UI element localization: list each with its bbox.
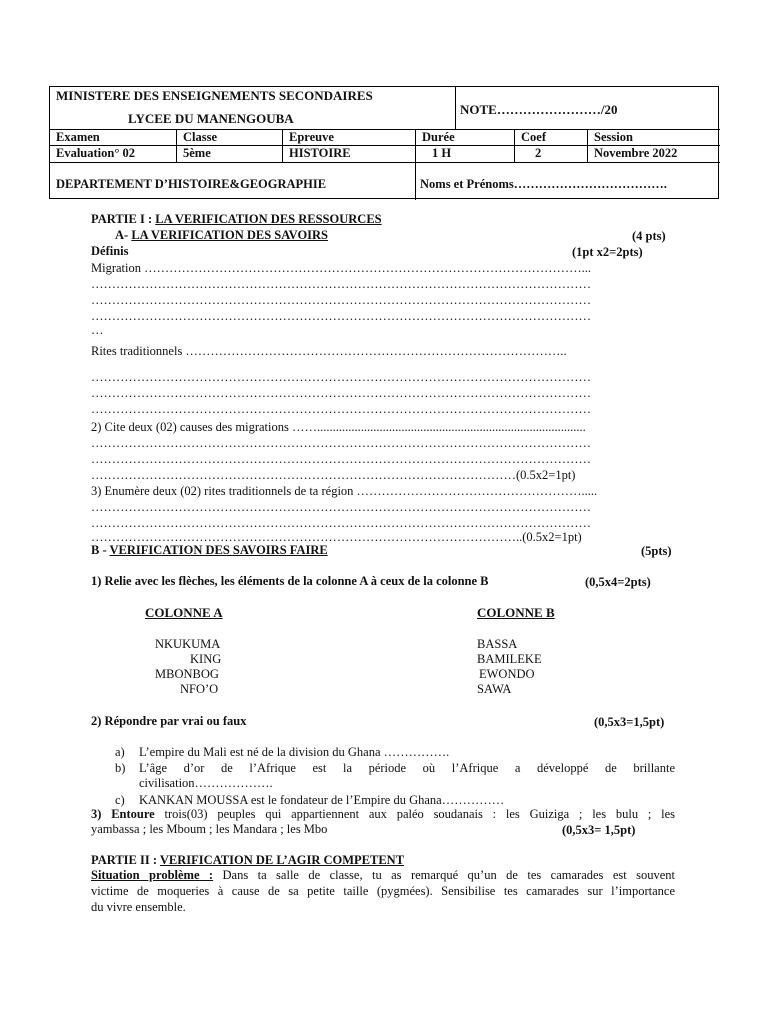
dots-line: …………………………………………………………………………………………………………	[91, 436, 591, 450]
list-marker: c)	[115, 793, 125, 807]
part2-title-text: VERIFICATION DE L’AGIR COMPETENT	[159, 853, 405, 867]
column-a-title: COLONNE A	[145, 605, 223, 620]
column-a-item: MBONBOG	[155, 667, 219, 681]
label-classe: Classe	[177, 130, 283, 146]
department-cell	[50, 163, 416, 200]
matching-question: 1) Relie avec les flèches, les éléments de la colonne A à ceux de la colonne B	[91, 574, 489, 588]
label-coef: Coef	[515, 130, 588, 146]
part1-title	[91, 212, 382, 227]
column-a-item: KING	[190, 652, 222, 666]
list-marker: a)	[115, 745, 125, 759]
circle-question-points: (0,5x3= 1,5pt)	[562, 823, 636, 837]
q2-causes-line: 2) Cite deux (02) causes des migrations ……......................................................................................	[91, 420, 586, 434]
situation-line-1	[91, 868, 675, 883]
value-coef: 2	[515, 146, 588, 163]
circle-question-continued: yambassa ; les Mboum ; les Mandara ; les Mbo	[91, 822, 328, 836]
sectionB-points: (5pts)	[641, 544, 672, 558]
value-duree: 1 H	[416, 146, 515, 163]
define-heading: Définis	[91, 244, 129, 258]
department-name: DEPARTEMENT D’HISTOIRE&GEOGRAPHIE	[56, 177, 327, 191]
dots-short: …	[91, 323, 104, 337]
names-cell	[416, 163, 720, 200]
list-item: KANKAN MOUSSA est le fondateur de l’Empire du Ghana……………	[139, 793, 505, 807]
dots-line: …………………………………………………………………………………………………………	[91, 277, 591, 291]
column-b-item: EWONDO	[479, 667, 535, 681]
sectionA-prefix: A-	[115, 228, 132, 242]
school-cell	[50, 87, 456, 130]
value-epreuve: HISTOIRE	[283, 146, 416, 163]
dots-line: …………………………………………………………………………………………………………	[91, 500, 591, 514]
dots-line: …………………………………………………………………………………………………………	[91, 386, 591, 400]
part2-prefix: PARTIE II :	[91, 853, 160, 867]
dots-line: …………………………………………………………………………………………………………	[91, 452, 591, 466]
label-epreuve: Epreuve	[283, 130, 416, 146]
circle-question-prefix: 3) Entoure	[91, 807, 155, 821]
dots-line: …………………………………………………………………………………………………………	[91, 309, 591, 323]
migration-line: Migration ……………………………………………………………………………………………...	[91, 261, 591, 275]
q3-last-text: …………………………………………………………………………………………..(0.5x2=1pt)	[91, 530, 582, 544]
situation-line-3: du vivre ensemble.	[91, 900, 186, 914]
circle-question	[91, 807, 675, 822]
part1-prefix: PARTIE I :	[91, 212, 156, 226]
column-b-item: BAMILEKE	[477, 652, 542, 666]
situation-label: Situation problème :	[91, 868, 214, 882]
list-item-continued: civilisation……………….	[139, 776, 273, 790]
situation-text: Dans ta salle de classe, tu as remarqué qu’un de tes camarades est souvent	[213, 868, 676, 882]
sectionA-title-text: LA VERIFICATION DES SAVOIRS	[131, 228, 329, 242]
note-cell	[456, 87, 720, 130]
label-duree: Durée	[416, 130, 515, 146]
q2-last-line	[91, 468, 673, 483]
dots-line: …………………………………………………………………………………………………………	[91, 402, 591, 416]
situation-line-2: victime de moqueries à cause de sa petite taille (pygmées). Sensibilise tes camarades sur l’importance	[91, 884, 675, 898]
true-false-points: (0,5x3=1,5pt)	[594, 715, 665, 729]
sectionB-prefix: B -	[91, 543, 110, 557]
value-session: Novembre 2022	[588, 146, 720, 163]
school-name: LYCEE DU MANENGOUBA	[128, 111, 294, 126]
value-classe: 5ème	[177, 146, 283, 163]
column-b-title: COLONNE B	[477, 605, 555, 620]
column-b-item: BASSA	[477, 637, 518, 651]
dots-line: …………………………………………………………………………………………………………	[91, 293, 591, 307]
part1-title-text: LA VERIFICATION DES RESSOURCES	[155, 212, 382, 226]
sectionA-title	[115, 228, 328, 243]
label-examen: Examen	[50, 130, 177, 146]
sectionB-title	[91, 543, 328, 558]
header-table	[49, 86, 719, 199]
rites-line: Rites traditionnels ………………………………………………………………………………..	[91, 344, 567, 358]
circle-question-text: trois(03) peuples qui appartiennent aux paléo soudanais : les Guiziga ; les bulu ; les	[154, 807, 676, 821]
list-item: L’empire du Mali est né de la division du Ghana …………….	[139, 745, 450, 759]
q2-last-text: …………………………………………………………………………………………(0.5x2=1pt)	[91, 468, 576, 482]
sectionB-title-text: VERIFICATION DES SAVOIRS FAIRE	[109, 543, 328, 557]
true-false-question: 2) Répondre par vrai ou faux	[91, 714, 247, 728]
column-a-item: NFO’O	[180, 682, 219, 696]
list-marker: b)	[115, 761, 126, 775]
define-points: (1pt x2=2pts)	[572, 245, 643, 259]
label-session: Session	[588, 130, 720, 146]
part2-title	[91, 853, 404, 868]
value-examen: Evaluation° 02	[50, 146, 177, 163]
column-a-item: NKUKUMA	[155, 637, 221, 651]
names-field: Noms et Prénoms……………………………….	[420, 177, 667, 191]
matching-points: (0,5x4=2pts)	[585, 575, 651, 589]
sectionA-points: (4 pts)	[632, 229, 666, 243]
q3-rites-line: 3) Enumère deux (02) rites traditionnels de ta région ……………………………………………….....	[91, 484, 598, 498]
column-b-item: SAWA	[477, 682, 512, 696]
note-field: NOTE……………………/20	[460, 102, 618, 117]
ministry-name: MINISTERE DES ENSEIGNEMENTS SECONDAIRES	[56, 88, 373, 103]
dots-line: …………………………………………………………………………………………………………	[91, 370, 591, 384]
list-item: L’âge d’or de l’Afrique est la période où l’Afrique a développé de brillante	[139, 761, 675, 775]
dots-line: …………………………………………………………………………………………………………	[91, 516, 591, 530]
